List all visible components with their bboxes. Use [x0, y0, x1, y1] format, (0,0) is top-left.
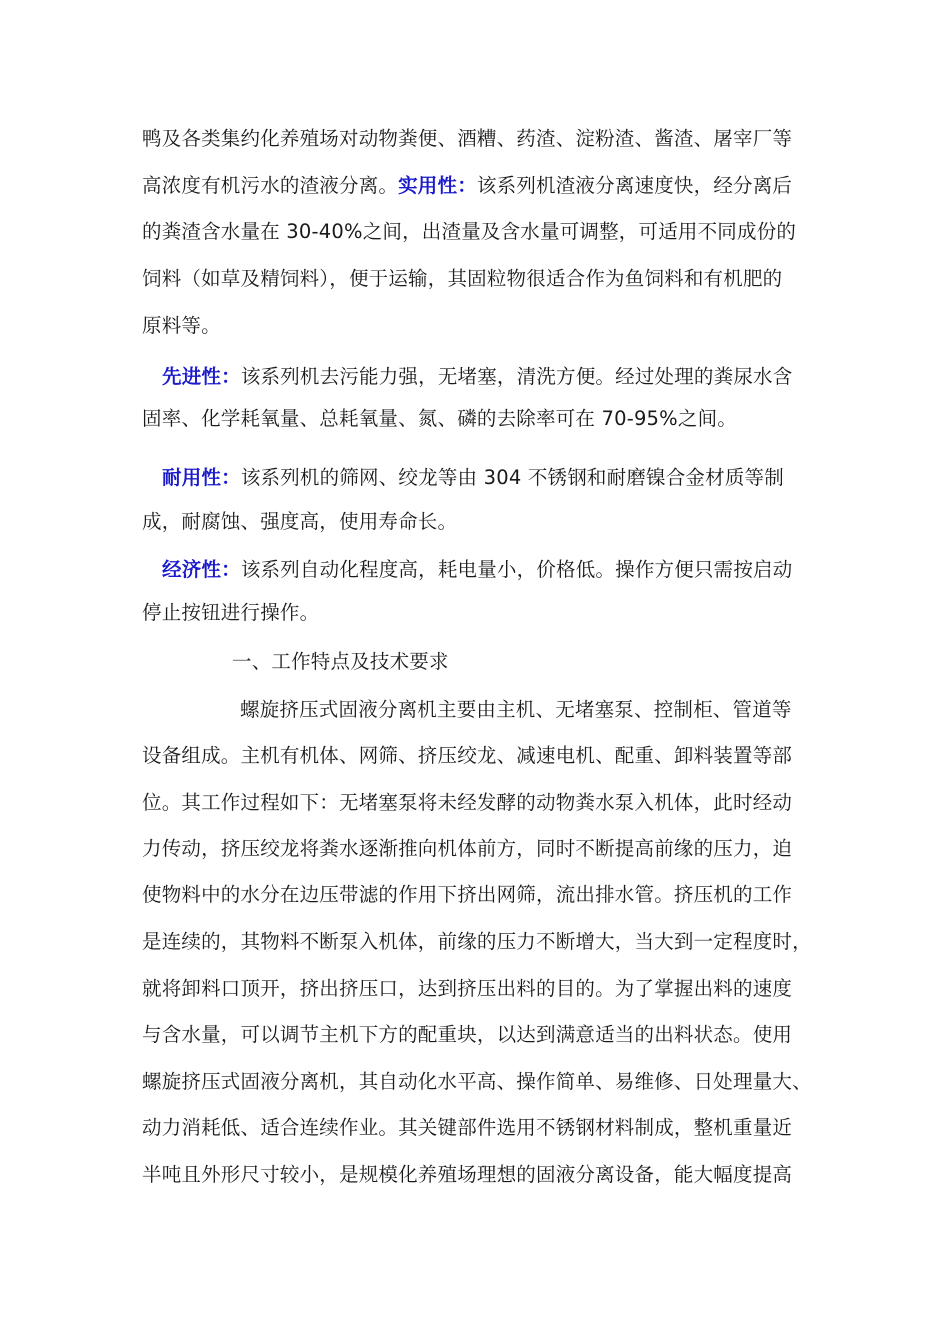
- label-durability: 耐用性：: [162, 466, 241, 489]
- paragraph-3-line-2: 成，耐腐蚀、强度高，使用寿命长。: [142, 510, 458, 533]
- paragraph-3-line-1-text: 该系列机的筛网、绞龙等由 304 不锈钢和耐磨镍合金材质等制: [240, 466, 784, 489]
- paragraph-2-line-1: [162, 364, 792, 390]
- paragraph-4-line-1: [162, 557, 792, 583]
- section-heading: 一、工作特点及技术要求: [232, 650, 449, 673]
- paragraph-1-line-2: [142, 173, 792, 199]
- paragraph-4-line-2: 停止按钮进行操作。: [142, 601, 320, 624]
- label-advancement: 先进性：: [162, 365, 241, 388]
- paragraph-5-line: 使物料中的水分在边压带滤的作用下挤出网筛，流出排水管。挤压机的工作: [142, 883, 793, 906]
- paragraph-5-line: 是连续的，其物料不断泵入机体，前缘的压力不断增大，当大到一定程度时，: [142, 930, 812, 953]
- paragraph-5-line: 位。其工作过程如下：无堵塞泵将未经发酵的动物粪水泵入机体，此时经动: [142, 791, 793, 814]
- paragraph-1-line-1: 鸭及各类集约化养殖场对动物粪便、酒糟、药渣、淀粉渣、酱渣、屠宰厂等: [142, 127, 793, 150]
- label-practicality: 实用性：: [398, 174, 477, 197]
- paragraph-1-line-3: 的粪渣含水量在 30-40%之间，出渣量及含水量可调整，可适用不同成份的: [142, 220, 797, 243]
- paragraph-1-line-5: 原料等。: [142, 314, 221, 337]
- paragraph-4-line-1-text: 该系列自动化程度高，耗电量小，价格低。操作方便只需按启动: [240, 558, 793, 581]
- label-economy: 经济性：: [162, 558, 241, 581]
- paragraph-5-line: 螺旋挤压式固液分离机，其自动化水平高、操作简单、易维修、日处理量大、: [142, 1070, 812, 1093]
- paragraph-3-line-1: [162, 465, 784, 491]
- paragraph-5-line: 就将卸料口顶开，挤出挤压口，达到挤压出料的目的。为了掌握出料的速度: [142, 977, 793, 1000]
- paragraph-5-line: 设备组成。主机有机体、网筛、挤压绞龙、减速电机、配重、卸料装置等部: [142, 744, 793, 767]
- paragraph-5-line: 动力消耗低、适合连续作业。其关键部件选用不锈钢材料制成，整机重量近: [142, 1116, 793, 1139]
- paragraph-2-line-1-text: 该系列机去污能力强，无堵塞，清洗方便。经过处理的粪尿水含: [240, 365, 793, 388]
- paragraph-2-line-2: 固率、化学耗氧量、总耗氧量、氮、磷的去除率可在 70-95%之间。: [142, 407, 737, 430]
- paragraph-5-line: 螺旋挤压式固液分离机主要由主机、无堵塞泵、控制柜、管道等: [240, 698, 792, 721]
- paragraph-1-line-2-text-b: 该系列机渣液分离速度快，经分离后: [476, 174, 793, 197]
- paragraph-5-line: 与含水量，可以调节主机下方的配重块，以达到满意适当的出料状态。使用: [142, 1023, 793, 1046]
- paragraph-1-line-4: 饲料（如草及精饲料），便于运输，其固粒物很适合作为鱼饲料和有机肥的: [142, 267, 783, 290]
- paragraph-5-line: 力传动，挤压绞龙将粪水逐渐推向机体前方，同时不断提高前缘的压力，迫: [142, 837, 793, 860]
- paragraph-5-line: 半吨且外形尺寸较小，是规模化养殖场理想的固液分离设备，能大幅度提高: [142, 1163, 793, 1186]
- paragraph-1-line-2-text-a: 高浓度有机污水的渣液分离。: [142, 174, 399, 197]
